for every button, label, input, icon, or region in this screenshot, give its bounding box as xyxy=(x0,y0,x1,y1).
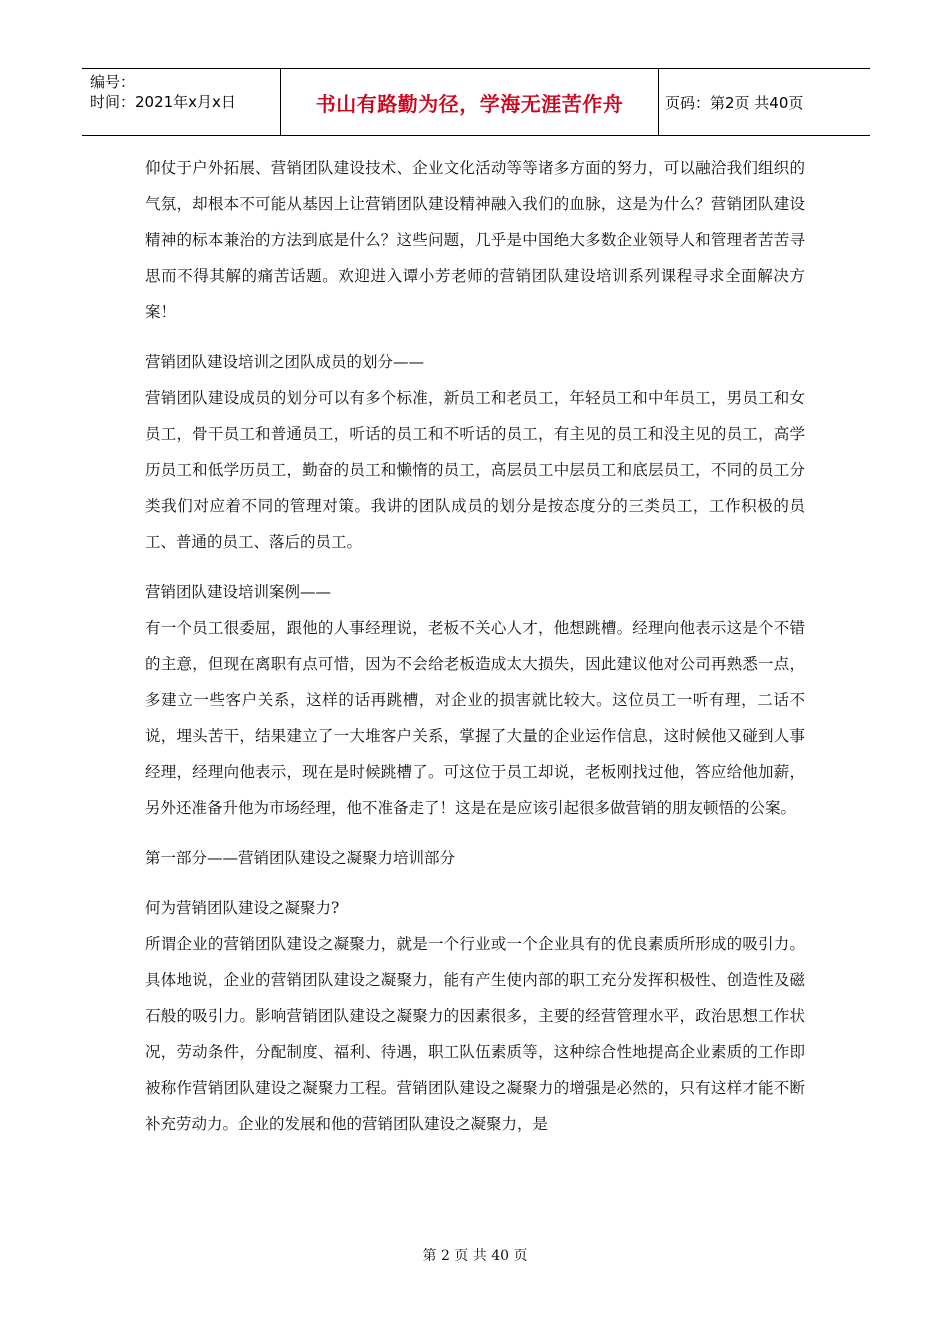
document-body xyxy=(145,150,805,1142)
cohesion-paragraph: 所谓企业的营销团队建设之凝聚力，就是一个行业或一个企业具有的优良素质所形成的吸引力。具体地说，企业的营销团队建设之凝聚力，能有产生使内部的职工充分发挥积极性、创造性及磁石般的吸引力。影响营销团队建设之凝聚力的因素很多，主要的经营管理水平，政治思想工作状况，劳动条件，分配制度、福利、待遇，职工队伍素质等，这种综合性地提高企业素质的工作即被称作营销团队建设之凝聚力工程。营销团队建设之凝聚力的增强是必然的，只有这样才能不断补充劳动力。企业的发展和他的营销团队建设之凝聚力，是 xyxy=(145,935,805,1133)
part-one-heading: 第一部分——营销团队建设之凝聚力培训部分 xyxy=(145,849,456,867)
section-heading-case: 营销团队建设培训案例—— xyxy=(145,583,332,601)
intro-paragraph: 仰仗于户外拓展、营销团队建设技术、企业文化活动等等诸多方面的努力，可以融洽我们组织的气氛，却根本不可能从基因上让营销团队建设精神融入我们的血脉，这是为什么？营销团队建设精神的标本兼治的方法到底是什么？这些问题，几乎是中国绝大多数企业领导人和管理者苦苦寻思而不得其解的痛苦话题。欢迎进入谭小芳老师的营销团队建设培训系列课程寻求全面解决方案！ xyxy=(145,159,805,321)
member-division-paragraph: 营销团队建设成员的划分可以有多个标准，新员工和老员工，年轻员工和中年员工，男员工和女员工，骨干员工和普通员工，听话的员工和不听话的员工，有主见的员工和没主见的员工，高学历员工和低学历员工，勤奋的员工和懒惰的员工，高层员工中层员工和底层员工，不同的员工分类我们对应着不同的管理对策。我讲的团队成员的划分是按态度分的三类员工，工作积极的员工、普通的员工、落后的员工。 xyxy=(145,389,805,551)
page-footer xyxy=(0,1245,950,1265)
header-motto: 书山有路勤为径，学海无涯苦作舟 xyxy=(281,69,659,135)
section-heading-member-division: 营销团队建设培训之团队成员的划分—— xyxy=(145,353,425,371)
date-line: 时间：2021年x月x日 xyxy=(90,93,236,111)
header-page-info: 页码：第2页 共40页 xyxy=(665,93,804,112)
serial-label: 编号： xyxy=(90,73,136,91)
question-heading: 何为营销团队建设之凝聚力? xyxy=(145,899,340,917)
case-paragraph: 有一个员工很委屈，跟他的人事经理说，老板不关心人才，他想跳槽。经理向他表示这是个不错的主意，但现在离职有点可惜，因为不会给老板造成太大损失，因此建议他对公司再熟悉一点，多建立一些客户关系，这样的话再跳槽，对企业的损害就比较大。这位员工一听有理，二话不说，埋头苦干，结果建立了一大堆客户关系，掌握了大量的企业运作信息，这时候他又碰到人事经理，经理向他表示，现在是时候跳槽了。可这位于员工却说，老板刚找过他，答应给他加薪，另外还准备升他为市场经理，他不准备走了！这是在是应该引起很多做营销的朋友顿悟的公案。 xyxy=(145,619,805,817)
header-meta xyxy=(82,69,281,135)
footer-page-number: 第 2 页 共 40 页 xyxy=(422,1248,528,1264)
page-header xyxy=(82,68,870,136)
